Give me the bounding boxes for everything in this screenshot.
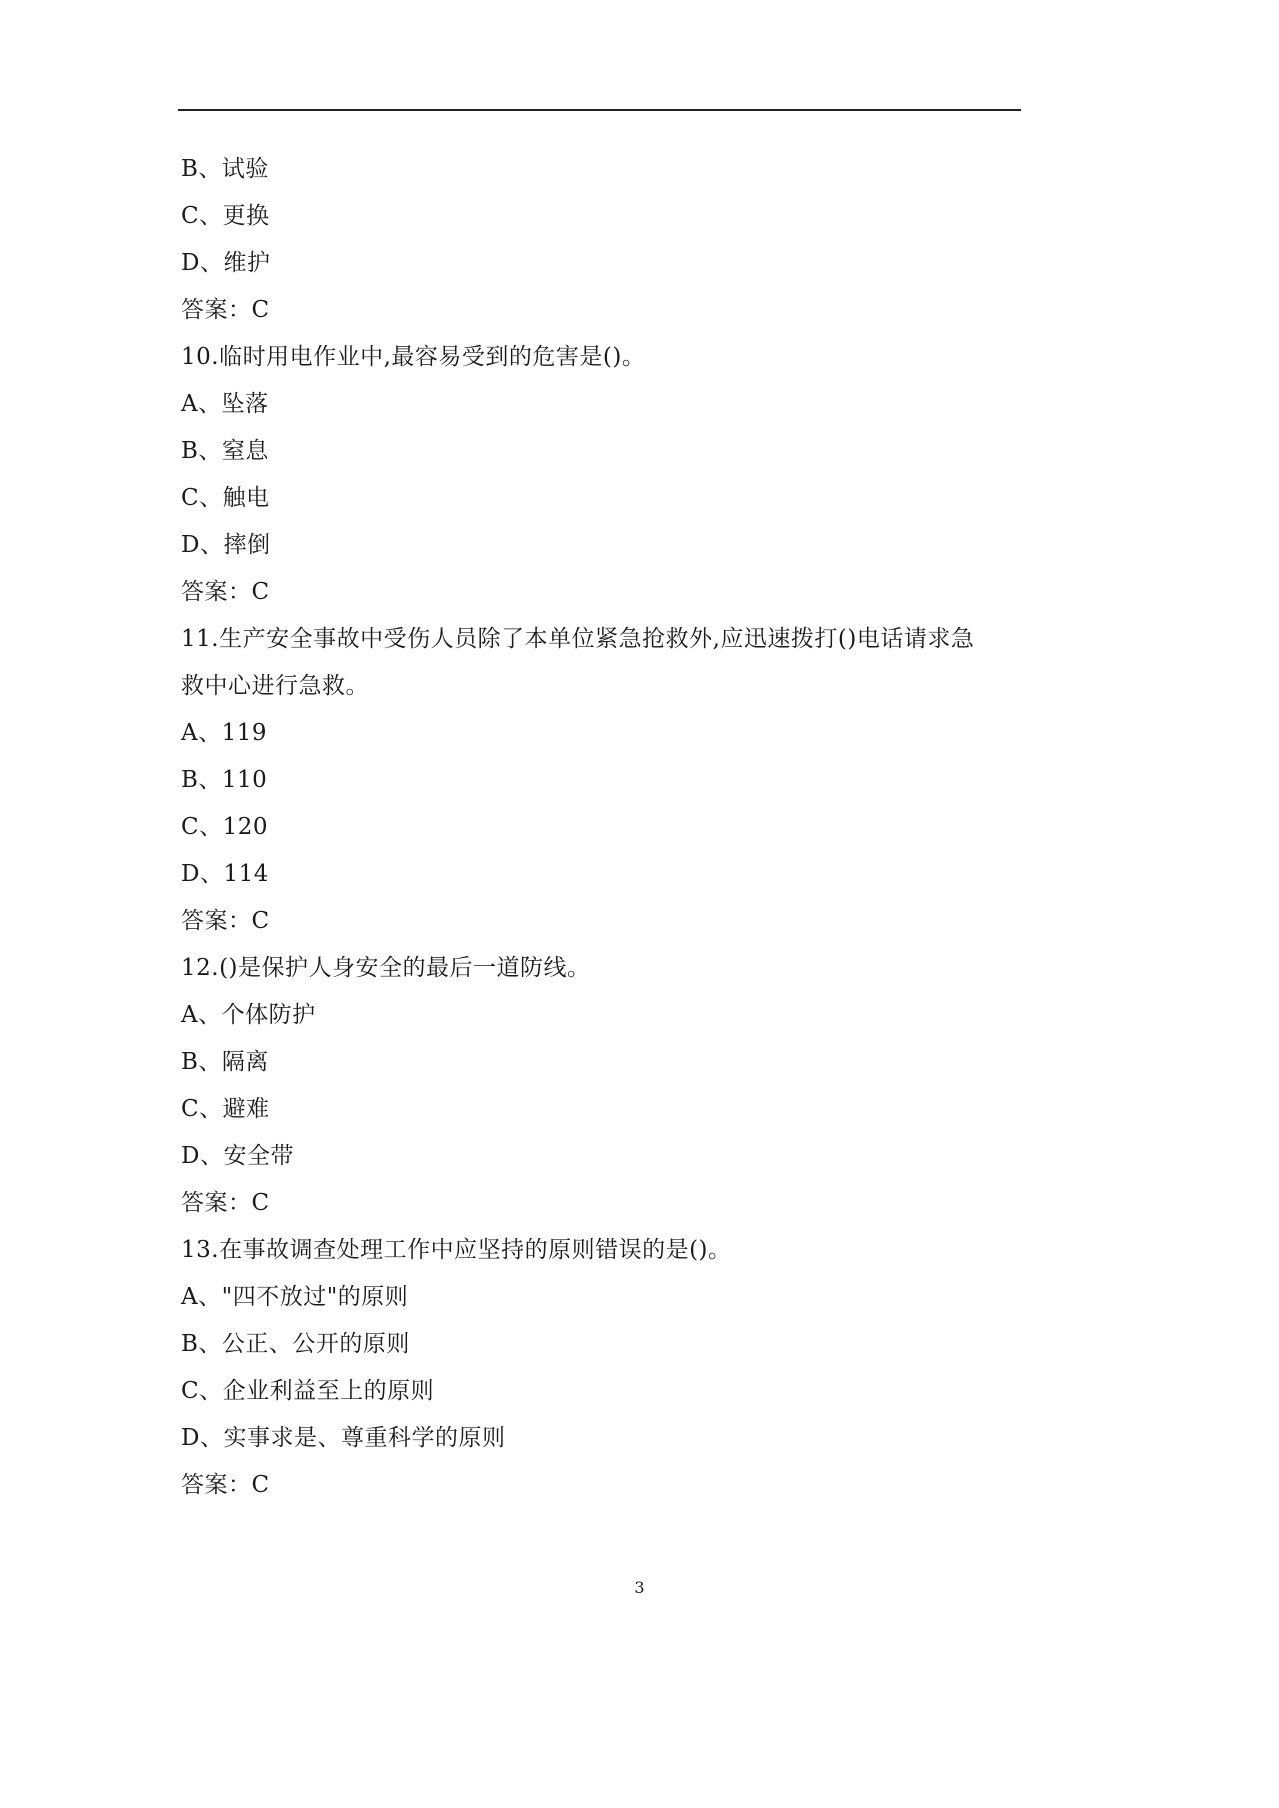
question-stem-continued: 救中心进行急救。: [181, 673, 369, 699]
question-stem: 13.在事故调查处理工作中应坚持的原则错误的是()。: [181, 1237, 732, 1263]
question-13: [181, 1227, 1021, 1509]
option-d: D、维护: [181, 250, 271, 276]
option-d: D、安全带: [181, 1143, 294, 1169]
answer: 答案：C: [181, 1472, 270, 1498]
answer: 答案：C: [181, 297, 270, 323]
question-stem: 12.()是保护人身安全的最后一道防线。: [181, 955, 591, 981]
option-c: C、触电: [181, 485, 270, 511]
question-stem: 11.生产安全事故中受伤人员除了本单位紧急抢救外,应迅速拨打()电话请求急: [181, 626, 975, 652]
question-stem: 10.临时用电作业中,最容易受到的危害是()。: [181, 344, 646, 370]
option-b: B、试验: [181, 156, 269, 182]
question-10: [181, 334, 1021, 616]
page-number: 3: [634, 1578, 645, 1597]
option-a: A、"四不放过"的原则: [181, 1284, 409, 1310]
option-b: B、公正、公开的原则: [181, 1331, 410, 1357]
option-d: D、摔倒: [181, 532, 271, 558]
option-d: D、实事求是、尊重科学的原则: [181, 1425, 506, 1451]
option-c: C、企业利益至上的原则: [181, 1378, 435, 1404]
option-a: A、个体防护: [181, 1002, 316, 1028]
option-b: B、110: [181, 767, 268, 793]
page-content: [181, 146, 1021, 1509]
option-d: D、114: [181, 861, 269, 887]
option-a: A、119: [181, 720, 268, 746]
question-9-continued: [181, 146, 1021, 334]
header-rule: [178, 109, 1021, 111]
option-b: B、隔离: [181, 1049, 269, 1075]
question-11: [181, 616, 1021, 945]
question-12: [181, 945, 1021, 1227]
option-a: A、坠落: [181, 391, 269, 417]
option-c: C、更换: [181, 203, 270, 229]
option-c: C、120: [181, 814, 268, 840]
answer: 答案：C: [181, 908, 270, 934]
option-b: B、窒息: [181, 438, 269, 464]
answer: 答案：C: [181, 1190, 270, 1216]
answer: 答案：C: [181, 579, 270, 605]
option-c: C、避难: [181, 1096, 270, 1122]
